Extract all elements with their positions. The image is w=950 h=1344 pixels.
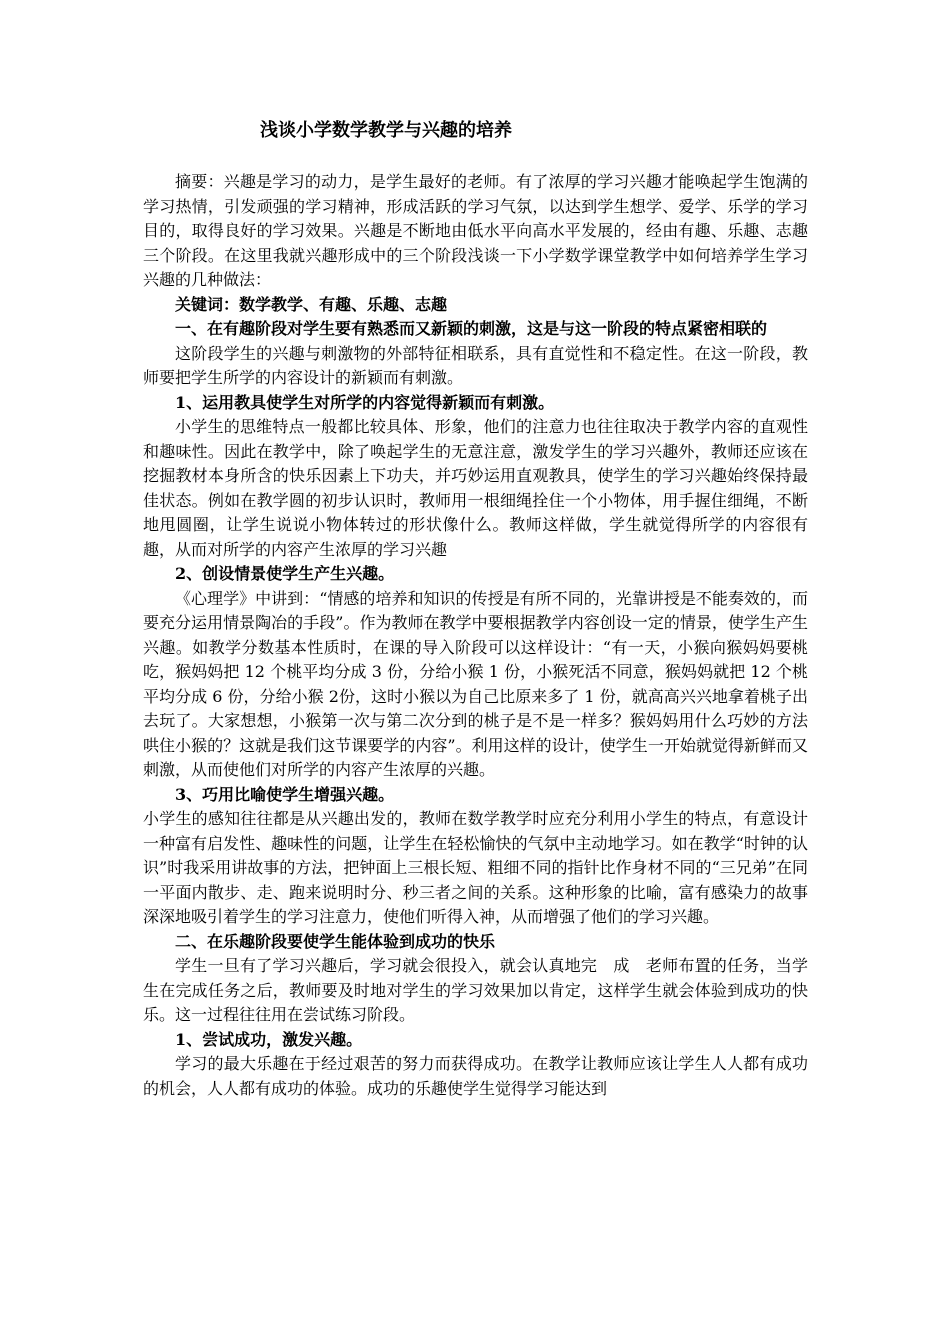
section1-sub2-heading: 2、创设情景使学生产生兴趣。 [175, 564, 395, 583]
section1-intro: 这阶段学生的兴趣与刺激物的外部特征相联系，具有直觉性和不稳定性。在这一阶段，教师要把学生所学的内容设计的新颖而有刺激。 [143, 343, 808, 387]
section2-intro: 学生一旦有了学习兴趣后，学习就会很投入，就会认真地完 成 老师布置的任务，当学生在完成任务之后，教师要及时地对学生的学习效果加以肯定，这样学生就会体验到成功的快乐。这一过程往往用在尝试练习阶段。 [143, 956, 808, 1024]
section1-sub1-text: 小学生的思维特点一般都比较具体、形象，他们的注意力也往往取决于教学内容的直观性和趣味性。因此在教学中，除了唤起学生的无意注意，激发学生的学习兴趣外，教师还应该在挖掘教材本身所含的快乐因素上下功夫，并巧妙运用直观教具，使学生的学习兴趣始终保持最佳状态。例如在教学圆的初步认识时，教师用一根细绳拴住一个小物体，用手握住细绳，不断地甩圆圈，让学生说说小物体转过的形状像什么。教师这样做，学生就觉得所学的内容很有趣，从而对所学的内容产生浓厚的学习兴趣 [143, 417, 808, 559]
keywords-line: 关键词：数学教学、有趣、乐趣、志趣 [175, 294, 448, 314]
section1-sub3-heading: 3、巧用比喻使学生增强兴趣。 [175, 784, 395, 804]
section2-heading: 二、在乐趣阶段要使学生能体验到成功的快乐 [175, 931, 496, 951]
section2-sub1-text: 学习的最大乐趣在于经过艰苦的努力而获得成功。在教学让教师应该让学生人人都有成功的机会，人人都有成功的体验。成功的乐趣使学生觉得学习能达到 [143, 1054, 808, 1098]
section1-sub1-heading: 1、运用教具使学生对所学的内容觉得新颖而有刺激。 [175, 392, 555, 412]
document-page [143, 118, 808, 1101]
section1-sub3-text: 小学生的感知往往都是从兴趣出发的，教师在数学教学时应充分利用小学生的特点，有意设计一种富有启发性、趣味性的问题，让学生在轻松愉快的气氛中主动地学习。如在教学“时钟的认识”时我采用讲故事的方法，把钟面上三根长短、粗细不同的指针比作身材不同的“三兄弟”在同一平面内散步、走、跑来说明时分、秒三者之间的关系。这种形象的比喻，富有感染力的故事深深地吸引着学生的学习注意力，使他们听得入神，从而增强了他们的学习兴趣。 [143, 809, 808, 926]
document-title: 浅谈小学数学教学与兴趣的培养 [260, 120, 512, 141]
section1-heading: 一、在有趣阶段对学生要有熟悉而又新颖的刺激，这是与这一阶段的特点紧密相联的 [175, 319, 768, 338]
abstract-paragraph: 摘要：兴趣是学习的动力，是学生最好的老师。有了浓厚的学习兴趣才能唤起学生饱满的学习热情，引发顽强的学习精神，形成活跃的学习气氛，以达到学生想学、爱学、乐学的学习目的，取得良好的学习效果。兴趣是不断地由低水平向高水平发展的，经由有趣、乐趣、志趣三个阶段。在这里我就兴趣形成中的三个阶段浅谈一下小学数学课堂教学中如何培养学生学习兴趣的几种做法： [143, 172, 808, 289]
section2-sub1-heading: 1、尝试成功，激发兴趣。 [175, 1029, 363, 1049]
section1-sub2-text: 《心理学》中讲到：“情感的培养和知识的传授是有所不同的，光靠讲授是不能奏效的，而要充分运用情景陶冶的手段”。作为教师在教学中要根据教学内容创设一定的情景，使学生产生兴趣。如教学分数基本性质时，在课的导入阶段可以这样设计：“有一天，小猴向猴妈妈要桃吃，猴妈妈把 12 个桃平均分成 3 份，分给小猴 1 份，小猴死活不同意，猴妈妈就把 12 个桃平均分成 6 份，分给小猴 2份，这时小猴以为自己比原来多了 1 份，就高高兴兴地拿着桃子出去玩了。大家想想，小猴第一次与第二次分到的桃子是不是一样多？猴妈妈用什么巧妙的方法哄住小猴的？这就是我们这节课要学的内容”。利用这样的设计，使学生一开始就觉得新鲜而又刺激，从而使他们对所学的内容产生浓厚的兴趣。 [143, 588, 808, 779]
